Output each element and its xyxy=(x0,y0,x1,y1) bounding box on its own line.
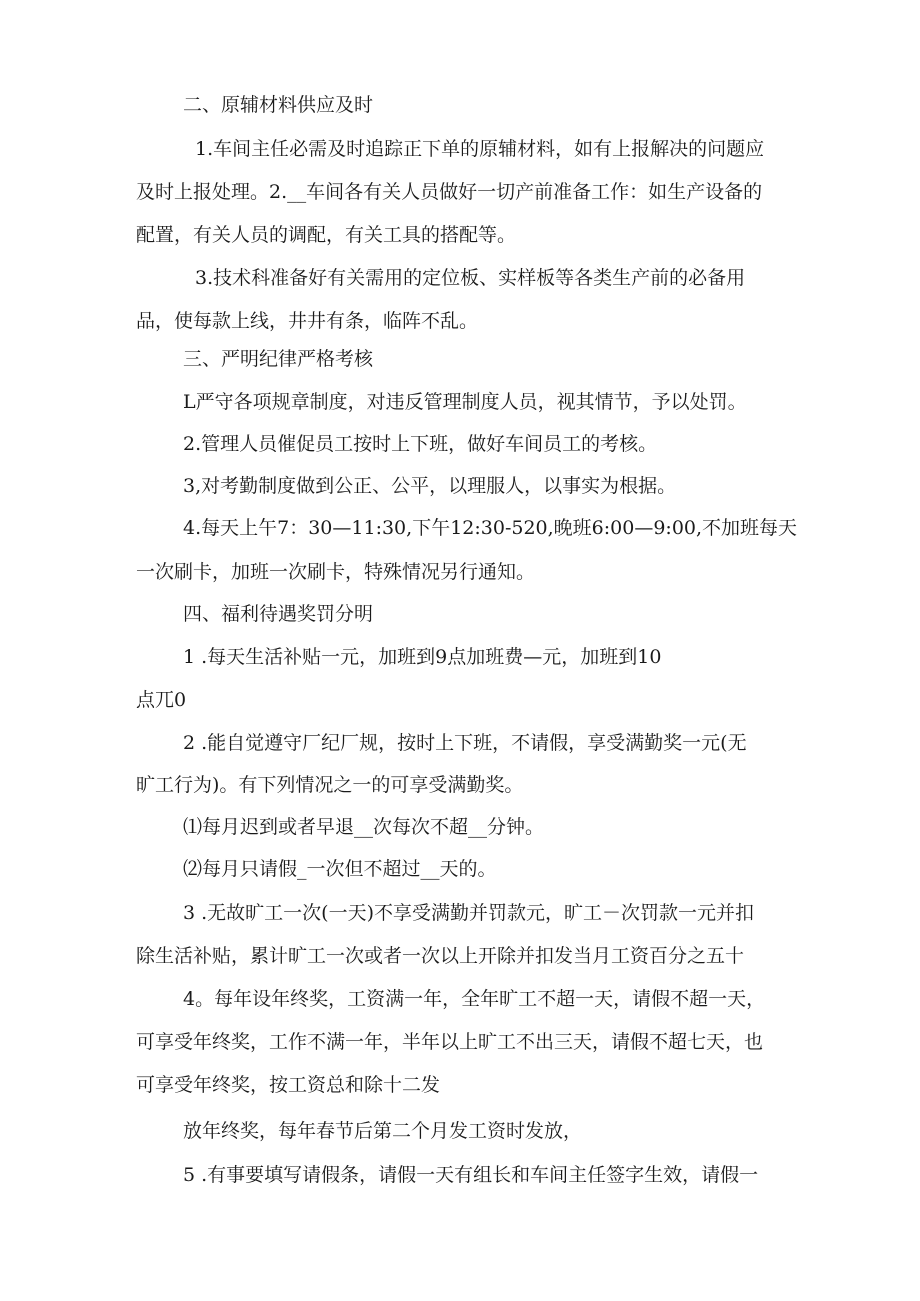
paragraph-line: L严守各项规章制度，对违反管理制度人员，视其情节，予以处罚。 xyxy=(183,391,747,413)
paragraph-line: 2 .能自觉遵守厂纪厂规，按时上下班，不请假，享受满勤奖一元(无 xyxy=(183,732,747,754)
paragraph-line: 配置，有关人员的调配，有关工具的搭配等。 xyxy=(136,224,517,246)
paragraph-line: 4。每年设年终奖，工资满一年，全年旷工不超一天，请假不超一天， xyxy=(183,988,766,1010)
paragraph-line: 品，使每款上线，井井有条，临阵不乱。 xyxy=(136,310,479,332)
section-heading-materials: 二、原辅材料供应及时 xyxy=(183,94,374,116)
paragraph-line: 可享受年终奖，按工资总和除十二发 xyxy=(136,1074,441,1096)
paragraph-line: 3,对考勤制度做到公正、公平，以理服人，以事实为根据。 xyxy=(183,475,677,497)
paragraph-line: 5 .有事要填写请假条，请假一天有组长和车间主任签字生效，请假一 xyxy=(183,1164,759,1186)
paragraph-line: 旷工行为)。有下列情况之一的可享受满勤奖。 xyxy=(136,774,524,796)
paragraph-line: 4.每天上午7：30—11:30,下午12:30-520,晚班6:00—9:00,不加班每天 xyxy=(183,517,798,539)
paragraph-line: 可享受年终奖，工作不满一年，半年以上旷工不出三天，请假不超七天，也 xyxy=(136,1031,764,1053)
paragraph-line: 及时上报处理。2.__车间各有关人员做好一切产前准备工作：如生产设备的 xyxy=(136,181,763,203)
paragraph-line: 放年终奖，每年春节后第二个月发工资时发放， xyxy=(183,1120,583,1142)
paragraph-line: ⑴每月迟到或者早退__次每次不超__分钟。 xyxy=(183,816,545,838)
section-heading-welfare: 四、福利待遇奖罚分明 xyxy=(183,603,374,625)
paragraph-line: 3.技术科准备好有关需用的定位板、实样板等各类生产前的必备用 xyxy=(195,267,746,289)
paragraph-line: 一次刷卡，加班一次刷卡，特殊情况另行通知。 xyxy=(136,561,536,583)
paragraph-line: 1.车间主任必需及时追踪正下单的原辅材料，如有上报解决的问题应 xyxy=(195,138,765,160)
paragraph-line: 2.管理人员催促员工按时上下班，做好车间员工的考核。 xyxy=(183,433,658,455)
paragraph-line: 3 .无故旷工一次(一天)不享受满勤并罚款元，旷工－次罚款一元并扣 xyxy=(183,902,754,924)
paragraph-line: 1 .每天生活补贴一元，加班到9点加班费—元，加班到10 xyxy=(183,646,662,668)
section-heading-discipline: 三、严明纪律严格考核 xyxy=(183,348,374,370)
paragraph-line: ⑵每月只请假_一次但不超过__天的。 xyxy=(183,858,497,880)
paragraph-line: 点兀0 xyxy=(136,689,187,711)
paragraph-line: 除生活补贴，累计旷工一次或者一次以上开除并扣发当月工资百分之五十 xyxy=(136,945,745,967)
